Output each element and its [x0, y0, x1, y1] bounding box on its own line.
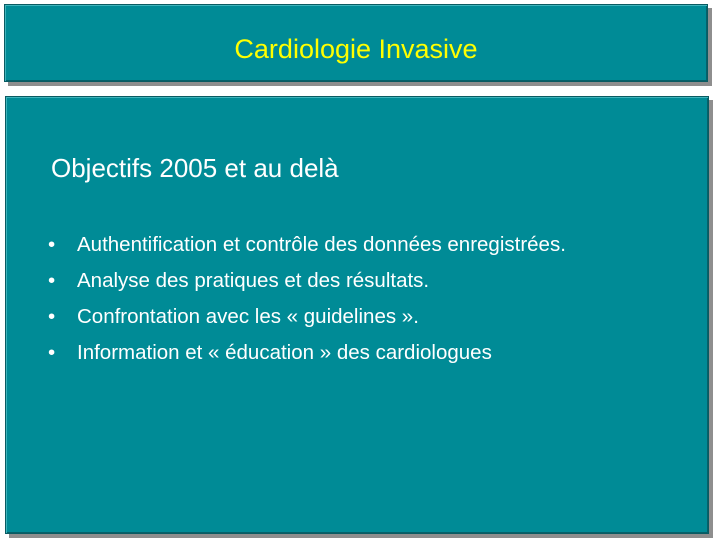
bullet-icon: • — [48, 341, 56, 364]
bullet-icon: • — [48, 233, 56, 256]
bullet-text: Authentification et contrôle des données enregistrées. — [77, 233, 566, 256]
bullet-list — [48, 227, 566, 371]
bullet-text: Confrontation avec les « guidelines ». — [77, 305, 419, 328]
list-item — [48, 335, 566, 371]
list-item — [48, 263, 566, 299]
title-panel — [4, 4, 708, 82]
list-item — [48, 299, 566, 335]
section-heading: Objectifs 2005 et au delà — [51, 153, 339, 183]
content-panel — [5, 96, 709, 534]
bullet-icon: • — [48, 305, 56, 328]
bullet-icon: • — [48, 269, 56, 292]
bullet-text: Analyse des pratiques et des résultats. — [77, 269, 430, 292]
slide-title: Cardiologie Invasive — [234, 34, 478, 64]
list-item — [48, 227, 566, 263]
bullet-text: Information et « éducation » des cardiologues — [77, 341, 492, 364]
